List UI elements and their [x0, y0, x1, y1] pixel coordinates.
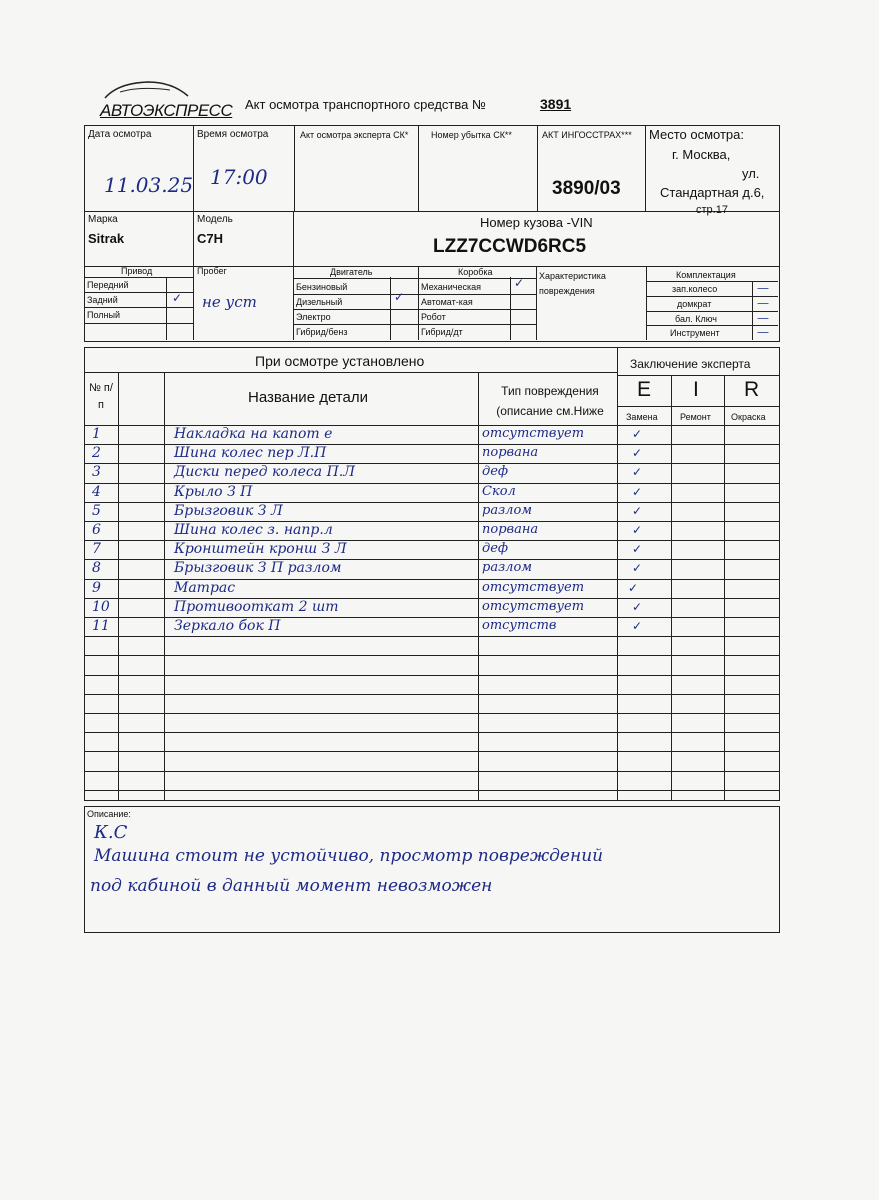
check-icon: ✓ [632, 504, 643, 518]
act-ingos-label: АКТ ИНГОССТРАХ*** [542, 130, 632, 140]
table-row [84, 444, 778, 463]
expert-heading: Заключение эксперта [630, 357, 751, 371]
date-label: Дата осмотра [88, 129, 152, 140]
part-name: Противооткат 2 шт [174, 599, 339, 615]
mileage-label: Пробег [197, 266, 227, 276]
act-number: 3891 [540, 96, 572, 112]
row-number: 3 [92, 464, 101, 480]
check-icon: ✓ [632, 465, 643, 479]
col-damage-header: Тип повреждения (описание см.Ниже [496, 384, 604, 418]
damage-type: Скол [482, 484, 516, 499]
caption-replace: Замена [626, 412, 658, 422]
damage-type: разлом [482, 560, 533, 575]
damage-type: отсутств [482, 618, 557, 633]
equipment-mark: — [757, 325, 769, 339]
description-box [84, 806, 780, 933]
row-number: 1 [92, 426, 101, 442]
model-label: Модель [197, 214, 233, 225]
row-number: 9 [92, 580, 101, 596]
row-number: 6 [92, 522, 101, 538]
table-row [84, 463, 778, 482]
check-icon: ✓ [514, 276, 525, 290]
description-line: под кабиной в данный момент невозможен [90, 876, 493, 896]
letter-e: E [637, 378, 652, 401]
place-line: г. Москва, [672, 147, 731, 162]
check-icon: ✓ [172, 291, 183, 305]
table-row [84, 521, 778, 540]
equipment-mark: — [757, 311, 769, 325]
engine-label: Двигатель [330, 267, 373, 277]
table-row [84, 579, 778, 598]
table-row [84, 483, 778, 502]
check-icon: ✓ [632, 619, 643, 633]
letter-r: R [744, 378, 760, 401]
equipment-option: бал. Ключ [675, 314, 717, 324]
gearbox-option: Автомат-кая [421, 297, 473, 307]
engine-option: Дизельный [296, 297, 343, 307]
row-number: 2 [92, 445, 101, 461]
damage-type: деф [482, 541, 509, 556]
table-row [84, 598, 778, 617]
place-label: Место осмотра: [649, 127, 744, 142]
description-line: К.С [94, 822, 128, 843]
engine-option: Гибрид/бенз [296, 327, 348, 337]
check-icon: ✓ [632, 427, 643, 441]
check-icon: ✓ [632, 600, 643, 614]
logo-text: АВТОЭКСПРЕСС [100, 101, 233, 120]
time-label: Время осмотра [197, 129, 269, 140]
description-label: Описание: [87, 809, 131, 819]
equipment-option: Инструмент [670, 328, 720, 338]
part-name: Крыло З П [174, 484, 253, 500]
equipment-option: домкрат [677, 299, 712, 309]
place-line: ул. [742, 166, 760, 181]
damage-type: порвана [482, 522, 539, 537]
logo [100, 78, 232, 121]
col-name-header: Название детали [248, 389, 368, 406]
drive-option: Передний [87, 280, 129, 290]
equipment-mark: — [757, 296, 769, 310]
damage-type: отсутствует [482, 599, 585, 614]
act-expert-label: Акт осмотра эксперта СК* [300, 130, 409, 140]
table-row [84, 617, 778, 636]
brand-label: Марка [88, 214, 118, 225]
description-line: Машина стоит не устойчиво, просмотр повреждений [94, 846, 604, 866]
damage-type: деф [482, 464, 509, 479]
vin-label: Номер кузова -VIN [480, 215, 593, 230]
part-name: Накладка на капот е [174, 426, 333, 442]
row-number: 7 [92, 541, 101, 557]
check-icon: ✓ [632, 446, 643, 460]
check-icon: ✓ [632, 542, 643, 556]
check-icon: ✓ [394, 290, 405, 304]
car-logo-icon [100, 78, 195, 100]
part-name: Брызговик З Л [174, 503, 283, 519]
damage-type: отсутствует [482, 426, 585, 441]
check-icon: ✓ [628, 581, 639, 595]
vin-value: LZZ7CCWD6RC5 [433, 236, 587, 257]
part-name: Брызговик З П разлом [174, 560, 342, 576]
drive-option: Задний [87, 295, 118, 305]
brand-value: Sitrak [88, 231, 125, 246]
row-number: 11 [92, 618, 110, 634]
place-line: Стандартная д.6, [660, 185, 765, 200]
part-name: Кронштейн кронш З Л [174, 541, 347, 557]
part-name: Матрас [174, 580, 236, 596]
col-no-header: № п/п [89, 382, 113, 411]
table-row [84, 559, 778, 578]
caption-repair: Ремонт [680, 412, 711, 422]
table-row [84, 502, 778, 521]
damage-type: отсутствует [482, 580, 585, 595]
part-name: Шина колес пер Л.П [174, 445, 327, 461]
loss-number-label: Номер убытка СК** [431, 130, 512, 140]
equipment-mark: — [757, 281, 769, 295]
damage-char-label: Характеристика повреждения [539, 271, 606, 296]
place-line: стр.17 [696, 204, 728, 216]
findings-heading: При осмотре установлено [255, 353, 425, 369]
page-title: Акт осмотра транспортного средства № [245, 97, 486, 112]
drive-label: Привод [121, 266, 153, 276]
check-icon: ✓ [632, 523, 643, 537]
check-icon: ✓ [632, 485, 643, 499]
row-number: 10 [92, 599, 110, 615]
drive-option: Полный [87, 310, 120, 320]
letter-i: I [693, 378, 699, 401]
model-value: C7H [197, 231, 224, 246]
act-ingos-value: 3890/03 [552, 178, 621, 199]
gearbox-label: Коробка [458, 267, 493, 277]
check-icon: ✓ [632, 561, 643, 575]
equipment-option: зап.колесо [672, 284, 718, 294]
part-name: Диски перед колеса П.Л [174, 464, 355, 480]
table-row [84, 425, 778, 444]
gearbox-option: Гибрид/дт [421, 327, 463, 337]
mileage-value: не уст [202, 293, 257, 311]
gearbox-option: Робот [421, 312, 446, 322]
row-number: 5 [92, 503, 101, 519]
engine-option: Электро [296, 312, 331, 322]
table-row [84, 540, 778, 559]
damage-type: порвана [482, 445, 539, 460]
date-value: 11.03.25 [104, 173, 194, 197]
gearbox-option: Механическая [421, 282, 482, 292]
part-name: Зеркало бок П [174, 618, 281, 634]
equipment-label: Комплектация [676, 270, 736, 280]
damage-type: разлом [482, 503, 533, 518]
part-name: Шина колес з. напр.л [174, 522, 333, 538]
caption-paint: Окраска [731, 412, 766, 422]
row-number: 4 [92, 484, 101, 500]
row-number: 8 [92, 560, 101, 576]
engine-option: Бензиновый [296, 282, 348, 292]
time-value: 17:00 [210, 165, 268, 189]
